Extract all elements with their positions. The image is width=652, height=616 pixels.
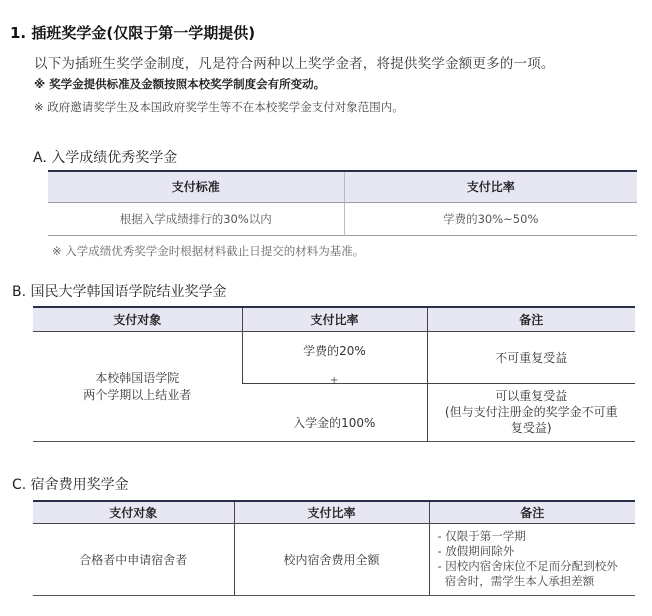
- bold-note: ※ 奖学金提供标准及金额按照本校奖学制度会有所变动。: [34, 77, 326, 91]
- target-cell: [33, 331, 242, 441]
- note-cell: 不可重复受益: [427, 331, 635, 383]
- column-header: 备注: [429, 501, 635, 523]
- criteria-cell: 根据入学成绩排行的30%以内: [119, 211, 272, 226]
- note-line: - 放假期间除外: [437, 544, 515, 558]
- page-title: 1. 插班奖学金(仅限于第一学期提供): [10, 24, 256, 42]
- note-line: 宿舍时，需学生本人承担差额: [437, 574, 595, 588]
- table-row: [48, 202, 637, 235]
- section-c-table: [33, 500, 635, 596]
- table-header-row: [48, 171, 637, 202]
- note-line: 可以重复受益: [495, 389, 568, 403]
- column-header: 支付比率: [234, 501, 429, 523]
- section-b-heading: B. 国民大学韩国语学院结业奖学金: [12, 284, 227, 300]
- section-a-heading: A. 入学成绩优秀奖学金: [33, 150, 178, 166]
- target-line: 本校韩国语学院: [95, 371, 180, 385]
- target-line: 两个学期以上结业者: [83, 388, 192, 402]
- table-row: [33, 523, 635, 595]
- section-b-table: [33, 306, 635, 442]
- section-a-footnote: ※ 入学成绩优秀奖学金时根据材料截止日提交的材料为基准。: [52, 244, 365, 258]
- plus-sign: +: [330, 374, 339, 386]
- column-header: 备注: [427, 307, 635, 331]
- note-cell: [429, 523, 635, 595]
- intro-text: 以下为插班生奖学金制度，凡是符合两种以上奖学金者，将提供奖学金额更多的一项。: [34, 56, 555, 72]
- column-header: 支付比率: [242, 307, 427, 331]
- rate-cell: 学费的30%~50%: [344, 202, 637, 235]
- rate-text: 入学金的100%: [293, 415, 376, 430]
- column-header: 支付比率: [344, 171, 637, 202]
- section-c-heading: C. 宿舍费用奖学金: [12, 477, 129, 493]
- rate-cell: 学费的20%: [242, 331, 427, 383]
- column-header: 支付对象: [33, 501, 234, 523]
- section-a-table: [48, 170, 637, 236]
- note-line: - 因校内宿舍床位不足而分配到校外: [437, 559, 618, 573]
- note-line: - 仅限于第一学期: [437, 529, 526, 543]
- column-header: 支付对象: [33, 307, 242, 331]
- note-line: 复受益): [510, 421, 552, 435]
- column-header: 支付标准: [48, 171, 344, 202]
- rate-cell: 校内宿舍费用全额: [234, 523, 429, 595]
- target-cell: 合格者中申请宿舍者: [79, 552, 188, 567]
- table-header-row: [33, 307, 635, 331]
- scope-note: ※ 政府邀请奖学生及本国政府奖学生等不在本校奖学金支付对象范围内。: [34, 100, 404, 114]
- rate-cell: [242, 374, 427, 441]
- note-line: (但与支付注册金的奖学金不可重: [444, 405, 618, 419]
- note-cell: [427, 383, 635, 441]
- table-header-row: [33, 501, 635, 523]
